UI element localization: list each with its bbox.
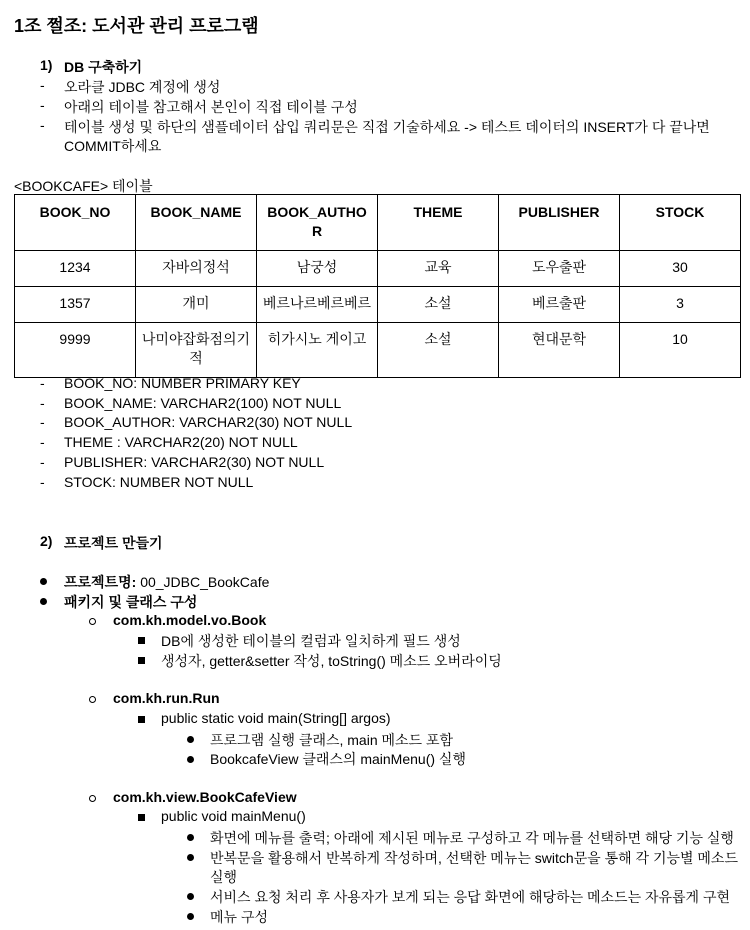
package-item: DB에 생성한 테이블의 컬럼과 일치하게 필드 생성 <box>161 633 461 649</box>
dash-marker: - <box>40 474 45 490</box>
bullet-dot <box>187 756 194 763</box>
table-row <box>15 287 741 323</box>
cell-book-no: 1357 <box>15 287 136 323</box>
table-row <box>15 323 741 378</box>
header-stock: STOCK <box>620 195 741 251</box>
header-theme: THEME <box>378 195 499 251</box>
package-name: com.kh.run.Run <box>113 690 220 706</box>
dash-marker: - <box>40 77 45 93</box>
bullet-dot <box>187 913 194 920</box>
cell-book-name-line1: 나미야잡화점의기 <box>141 331 251 347</box>
package-label: 패키지 및 클래스 구성 <box>64 594 198 610</box>
bullet-circle <box>89 795 96 802</box>
cell-stock: 3 <box>620 287 741 323</box>
section1-bullet: 테이블 생성 및 하단의 샘플데이터 삽입 쿼리문은 직접 기술하세요 -> 테스트 데이터의 INSERT가 다 끝나면 <box>64 119 710 135</box>
cell-book-name-line2: 적 <box>189 350 203 366</box>
column-def: THEME : VARCHAR2(20) NOT NULL <box>64 434 298 450</box>
header-book-author-line2: R <box>311 223 323 239</box>
cell-stock: 10 <box>620 323 741 378</box>
section1-bullet-continued: COMMIT하세요 <box>64 138 162 154</box>
bullet-circle <box>89 696 96 703</box>
dash-marker: - <box>40 434 45 450</box>
section1-number: 1) <box>40 57 53 73</box>
bullet-dot <box>40 598 47 605</box>
dash-marker: - <box>40 414 45 430</box>
bullet-dot <box>40 578 47 585</box>
method-item: BookcafeView 클래스의 mainMenu() 실행 <box>210 751 466 767</box>
bullet-square <box>138 637 145 644</box>
dash-marker: - <box>40 97 45 113</box>
method-item: 프로그램 실행 클래스, main 메소드 포함 <box>210 732 454 748</box>
package-name: com.kh.view.BookCafeView <box>113 789 297 805</box>
bullet-circle <box>89 618 96 625</box>
column-def: STOCK: NUMBER NOT NULL <box>64 474 254 490</box>
package-name: com.kh.model.vo.Book <box>113 612 267 628</box>
section2-heading: 프로젝트 만들기 <box>64 535 163 551</box>
cell-book-name: 자바의정석 <box>136 251 257 287</box>
method-signature: public static void main(String[] argos) <box>161 710 391 726</box>
table-caption: <BOOKCAFE> 테이블 <box>14 178 153 194</box>
method-item: 메뉴 구성 <box>210 909 268 925</box>
cell-book-author: 남궁성 <box>257 251 378 287</box>
dash-marker: - <box>40 375 45 391</box>
dash-marker: - <box>40 395 45 411</box>
cell-book-no: 1234 <box>15 251 136 287</box>
section1-bullet: 오라클 JDBC 계정에 생성 <box>64 79 221 95</box>
bullet-dot <box>187 893 194 900</box>
cell-book-author: 히가시노 게이고 <box>257 323 378 378</box>
project-label: 프로젝트명: <box>64 574 137 590</box>
cell-publisher: 베르출판 <box>499 287 620 323</box>
bullet-square <box>138 657 145 664</box>
column-def: BOOK_AUTHOR: VARCHAR2(30) NOT NULL <box>64 414 353 430</box>
cell-theme: 소설 <box>378 323 499 378</box>
bullet-dot <box>187 834 194 841</box>
cell-publisher: 현대문학 <box>499 323 620 378</box>
bullet-square <box>138 814 145 821</box>
method-item: 서비스 요청 처리 후 사용자가 보게 되는 응답 화면에 해당하는 메소드는 자유롭게 구현 <box>210 889 731 905</box>
column-def: BOOK_NO: NUMBER PRIMARY KEY <box>64 375 301 391</box>
header-book-author-line1: BOOK_AUTHO <box>267 204 367 220</box>
cell-stock: 30 <box>620 251 741 287</box>
page-title: 1조 쩔조: 도서관 관리 프로그램 <box>14 16 259 36</box>
table-row <box>15 251 741 287</box>
header-publisher: PUBLISHER <box>499 195 620 251</box>
package-item: 생성자, getter&setter 작성, toString() 메소드 오버라이딩 <box>161 653 502 669</box>
cell-theme: 교육 <box>378 251 499 287</box>
column-def: PUBLISHER: VARCHAR2(30) NOT NULL <box>64 454 325 470</box>
cell-publisher: 도우출판 <box>499 251 620 287</box>
cell-book-name <box>136 323 257 378</box>
project-name-line <box>64 572 269 592</box>
method-item: 화면에 메뉴를 출력; 아래에 제시된 메뉴로 구성하고 각 메뉴를 선택하면 해당 기능 실행 <box>210 830 734 846</box>
method-item: 반복문을 활용해서 반복하게 작성하며, 선택한 메뉴는 switch문을 통해 각 기능별 메소드 <box>210 850 738 866</box>
dash-marker: - <box>40 117 45 133</box>
column-def: BOOK_NAME: VARCHAR2(100) NOT NULL <box>64 395 342 411</box>
cell-theme: 소설 <box>378 287 499 323</box>
header-book-author <box>257 195 378 251</box>
bullet-dot <box>187 736 194 743</box>
bookcafe-table <box>14 194 741 378</box>
table-header-row <box>15 195 741 251</box>
method-signature: public void mainMenu() <box>161 808 306 824</box>
cell-book-no: 9999 <box>15 323 136 378</box>
bullet-square <box>138 716 145 723</box>
dash-marker: - <box>40 454 45 470</box>
section1-heading: DB 구축하기 <box>64 59 143 75</box>
project-name: 00_JDBC_BookCafe <box>140 574 270 590</box>
header-book-no: BOOK_NO <box>15 195 136 251</box>
section2-number: 2) <box>40 533 53 549</box>
header-book-name: BOOK_NAME <box>136 195 257 251</box>
section1-bullet: 아래의 테이블 참고해서 본인이 직접 테이블 구성 <box>64 99 358 115</box>
cell-book-name: 개미 <box>136 287 257 323</box>
method-item-continued: 실행 <box>210 869 238 885</box>
bullet-dot <box>187 854 194 861</box>
cell-book-author: 베르나르베르베르 <box>257 287 378 323</box>
